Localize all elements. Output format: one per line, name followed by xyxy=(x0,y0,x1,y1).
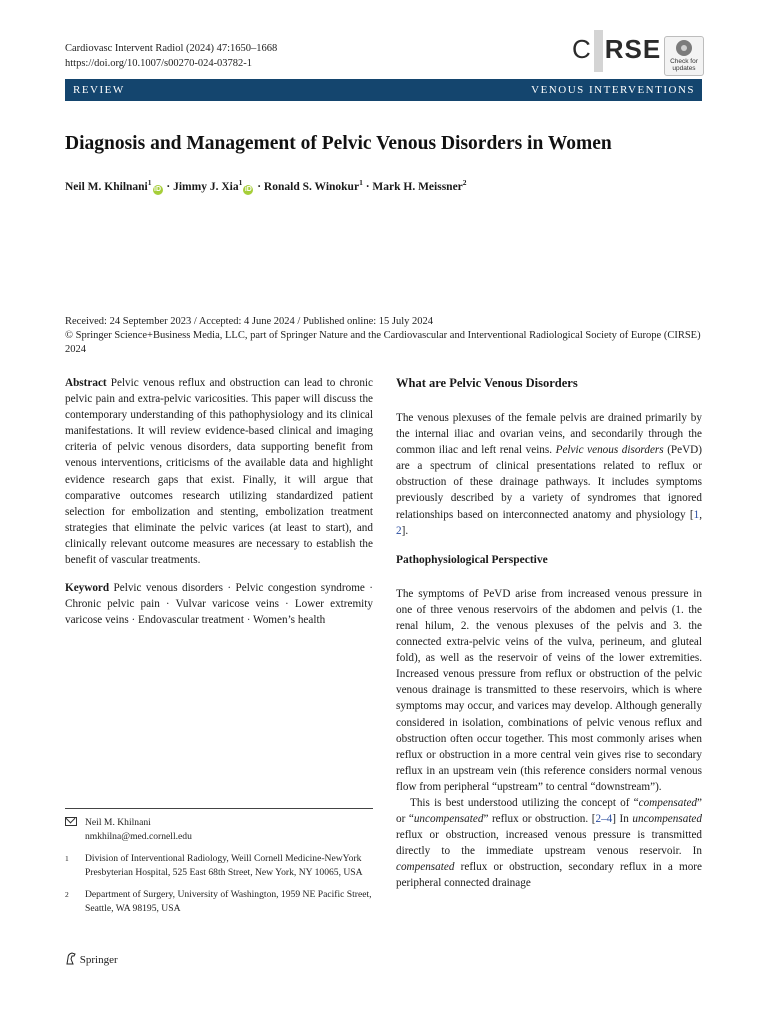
author-separator: · xyxy=(254,180,264,193)
abstract: Abstract Pelvic venous reflux and obstruction can lead to chronic pelvic pain and extra-pelvic varicosities. This paper will discuss the contemporary understanding of this pathophysiology and its clinical manifestations. It will review evidence-based clinical and imaging criteria of pelvic venous disorders, data supporting benefit from venous interventions, criticisms of the available data and highlight evidence research gaps that exist. Finally, it will argue that comparative outcomes research utilizing standardized patient selection for embolization and stenting, embolization treatment strategies that eliminate the pelvic varices (at least to start), and clinically relevant outcome measures are necessary to establish the benefit of vascular treatments. xyxy=(65,377,373,567)
author-list xyxy=(65,178,467,195)
article-type: REVIEW xyxy=(73,84,125,96)
journal-citation: Cardiovasc Intervent Radiol (2024) 47:1650–1668 xyxy=(65,43,278,54)
author-affiliation-marker: 1 xyxy=(238,178,243,187)
article-category: VENOUS INTERVENTIONS xyxy=(531,84,695,96)
reference-link[interactable]: 2 xyxy=(396,524,402,537)
author-name[interactable]: Jimmy J. Xia xyxy=(173,180,239,193)
springer-horse-icon xyxy=(65,952,77,965)
author-affiliation-marker: 2 xyxy=(462,178,467,187)
envelope-icon xyxy=(65,817,77,826)
keywords: Keyword Pelvic venous disorders · Pelvic congestion syndrome · Chronic pelvic pain · Vulvar varicose veins · Lower extremity varicose veins · Endovascular treatment · Women’s health xyxy=(65,582,373,627)
email-link[interactable]: nmkhilna@med.cornell.edu xyxy=(85,830,192,842)
author-separator: · xyxy=(163,180,174,193)
check-updates-icon xyxy=(676,40,692,56)
footnotes xyxy=(65,816,373,924)
paragraph-compensation: This is best understood utilizing the concept of “compensated” or “uncompensated” reflux or obstruction. [2–4] In uncompensated reflux or obstruction, increased venous pressure is transmitted directly to the immediate upstream venous reservoir. In compensated reflux or obstruction, secondary reflux in a more peripheral connected drainage xyxy=(396,796,702,890)
orcid-icon[interactable]: iD xyxy=(244,185,252,193)
affiliation-1: 1 Division of Interventional Radiology, Weill Cornell Medicine-NewYork Presbyterian Hospital, 525 East 68th Street, New York, NY 10065, USA xyxy=(65,853,363,878)
section-heading-pathophysiology: Pathophysiological Perspective xyxy=(396,553,548,566)
author-affiliation-marker: 1 xyxy=(147,178,152,187)
publication-dates: Received: 24 September 2023 / Accepted: 4 June 2024 / Published online: 15 July 2024 xyxy=(65,316,434,327)
cirse-logo: C RSE xyxy=(572,30,661,72)
author-name[interactable]: Ronald S. Winokur xyxy=(263,180,360,193)
left-column xyxy=(65,375,373,640)
author-name[interactable]: Neil M. Khilnani xyxy=(65,180,148,193)
paragraph-pathophysiology: The symptoms of PeVD arise from increased venous pressure in one of three venous reservoirs of the abdomen and pelvis (1. the renal hilum, 2. the venous plexuses of the pelvis and 3. the connected extra-pelvic veins of the vulva, perineum, and gluteal fold), as well as the reservoir of veins of the lower extremities. Increased venous pressure from reflux or obstruction of the pelvic venous drainage is transmitted to these reservoirs, which is where symptoms may occur, and varices may develop. Although generally considered in isolation, combinations of pelvic venous reflux and obstruction often occur together. This most commonly arises when reflux or obstruction in a more central vein gives rise to secondary reflux in an upstream vein (this reference considers normal venous flow from peripheral “upstream” to central “downstream”). xyxy=(396,587,702,793)
footnote-divider xyxy=(65,808,373,809)
check-for-updates-badge[interactable]: Check for updates xyxy=(664,36,704,76)
copyright-notice: © Springer Science+Business Media, LLC, part of Springer Nature and the Cardiovascular and Interventional Radiological Society of Europe (CIRSE) 2024 xyxy=(65,330,701,355)
orcid-icon[interactable]: iD xyxy=(154,185,161,193)
article-title: Diagnosis and Management of Pelvic Venous Disorders in Women xyxy=(65,133,612,154)
doi-link[interactable]: https://doi.org/10.1007/s00270-024-03782-1 xyxy=(65,58,253,69)
reference-link[interactable]: 1 xyxy=(693,508,700,521)
section-heading-pevd: What are Pelvic Venous Disorders xyxy=(396,376,578,390)
right-column xyxy=(396,374,702,892)
springer-logo: Springer xyxy=(65,952,118,966)
correspondence: Neil M. Khilnani nmkhilna@med.cornell.edu xyxy=(65,816,373,843)
section-banner xyxy=(65,79,702,101)
author-name[interactable]: Mark H. Meissner xyxy=(372,180,463,193)
paragraph-pevd-intro: The venous plexuses of the female pelvis are drained primarily by the internal iliac and ovarian veins, and secondarily through the common iliac and left renal veins. Pelvic venous disorders (PeVD) are a spectrum of clinical presentations related to reflux or obstruction of these drainage pathways. It includes symptoms previously described by a variety of syndromes that ignored relationships based on interconnected anatomy and physiology [1, 2]. xyxy=(396,412,702,537)
reference-link[interactable]: 2–4 xyxy=(595,813,613,826)
affiliation-2: 2 Department of Surgery, University of Washington, 1959 NE Pacific Street, Seattle, WA 98195, USA xyxy=(65,889,372,914)
author-affiliation-marker: 1 xyxy=(359,178,363,187)
author-separator: · xyxy=(362,180,373,193)
